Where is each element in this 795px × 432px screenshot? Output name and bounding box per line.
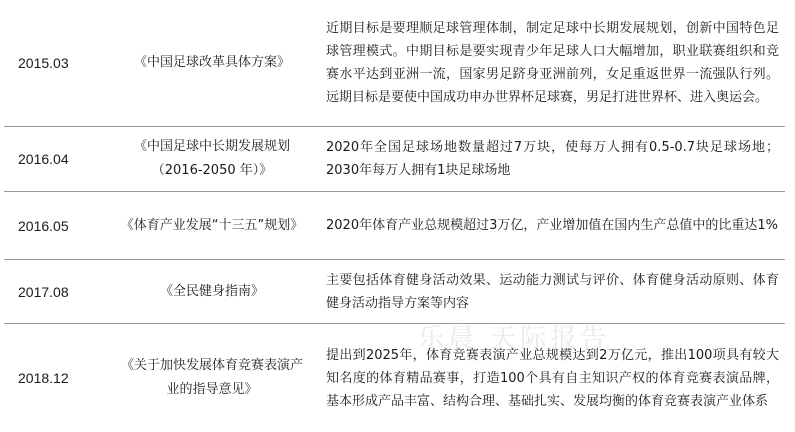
document-cell: 《体育产业发展“十三五”规划》 — [120, 217, 304, 233]
watermark: 乐晨 天际报告 — [418, 324, 611, 354]
table-row — [4, 323, 785, 432]
table-row — [4, 126, 785, 191]
table-row — [4, 191, 785, 259]
date-cell: 2016.05 — [18, 217, 69, 234]
document-cell: 《中国足球中长期发展规划（2016-2050 年）》 — [133, 139, 290, 178]
date-cell: 2017.08 — [18, 283, 69, 300]
description-cell: 提出到2025年，体育竞赛表演产业总规模达到2万亿元，推出100项具有较大知名度的体育精品赛事，打造100个具有自主知识产权的体育竞赛表演品牌，基本形成产品丰富、结构合理、基础扎实、发展均衡的体育竞赛表演产业体系 — [326, 347, 779, 409]
table-row — [4, 259, 785, 323]
document-cell: 《关于加快发展体育竞赛表演产业的指导意见》 — [120, 358, 303, 397]
date-cell: 2016.04 — [18, 151, 69, 167]
table-row — [4, 0, 785, 126]
description-cell: 主要包括体育健身活动效果、运动能力测试与评价、体育健身活动原则、体育健身活动指导方案等内容 — [326, 272, 779, 311]
description-cell: 近期目标是要理顺足球管理体制，制定足球中长期发展规划，创新中国特色足球管理模式。中期目标是要实现青少年足球人口大幅增加，职业联赛组织和竞赛水平达到亚洲一流，国家男足跻身亚洲前列，女足重返世界一流强队行列。远期目标是要使中国成功申办世界杯足球赛，男足打进世界杯、进入奥运会。 — [326, 21, 779, 105]
description-cell: 2020年体育产业总规模超过3万亿，产业增加值在国内生产总值中的比重达1% — [326, 218, 778, 233]
policy-table — [4, 0, 785, 432]
document-cell: 《中国足球改革具体方案》 — [133, 55, 290, 70]
date-cell: 2015.03 — [18, 55, 69, 71]
document-cell: 《全民健身指南》 — [159, 283, 264, 299]
description-cell: 2020年全国足球场地数量超过7万块，使每万人拥有0.5-0.7块足球场地；2030年每万人拥有1块足球场地 — [326, 140, 779, 178]
date-cell: 2018.12 — [18, 370, 69, 386]
